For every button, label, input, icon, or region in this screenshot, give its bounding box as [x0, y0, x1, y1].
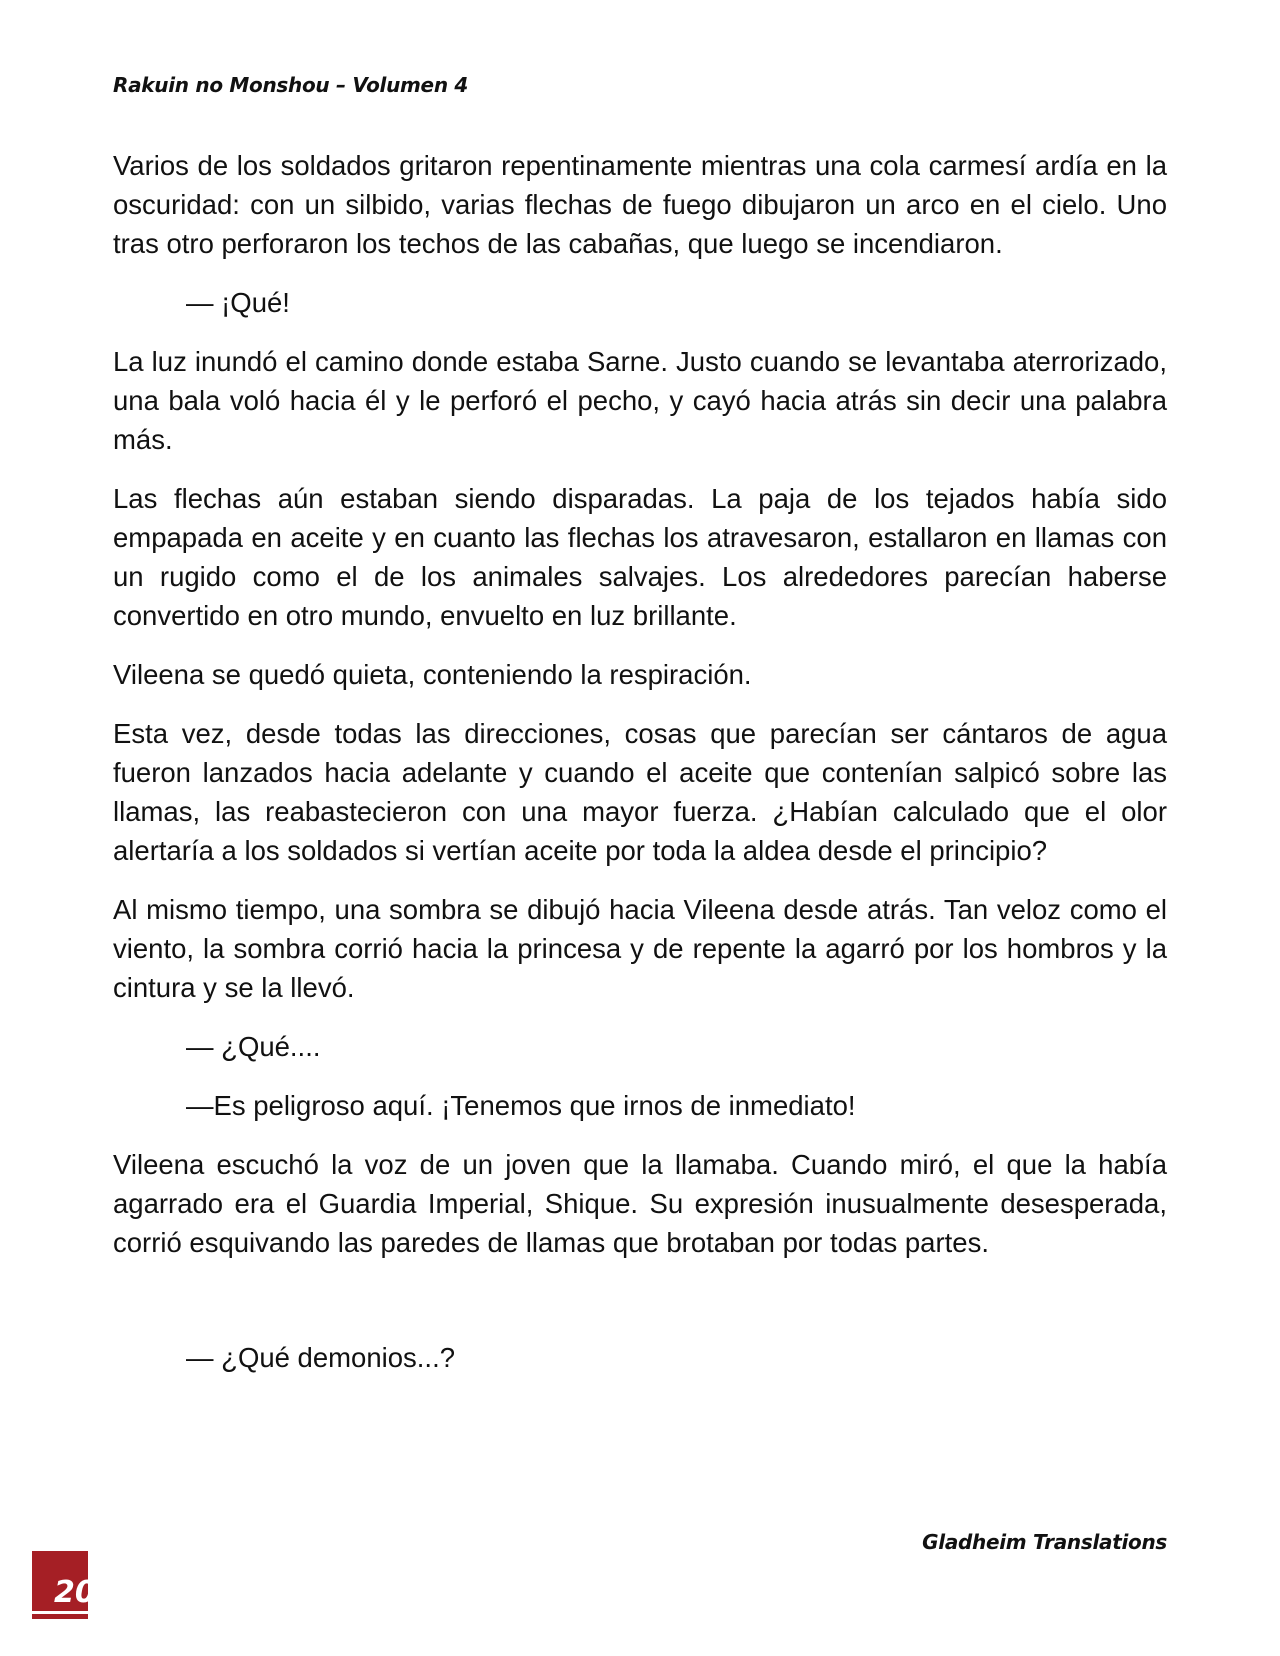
- paragraph-5: Esta vez, desde todas las direcciones, cosas que parecían ser cántaros de agua fueron lanzados hacia adelante y cuando el aceite que contenían salpicó sobre las llamas, las reabastecieron con una mayor fuerza. ¿Habían calculado que el olor alertaría a los soldados si vertían aceite por toda la aldea desde el principio?: [113, 718, 1167, 866]
- paragraph-3: Las flechas aún estaban siendo disparadas. La paja de los tejados había sido empapada en aceite y en cuanto las flechas los atravesaron, estallaron en llamas con un rugido como el de los animales salvajes. Los alrededores parecían haberse convertido en otro mundo, envuelto en luz brillante.: [113, 483, 1167, 631]
- paragraph-1: Varios de los soldados gritaron repentinamente mientras una cola carmesí ardía en la oscuridad: con un silbido, varias flechas de fuego dibujaron un arco en el cielo. Uno tras otro perforaron los techos de las cabañas, que luego se incendiaron.: [113, 150, 1167, 259]
- page-body: [113, 146, 1167, 1397]
- dialogue-4: — ¿Qué demonios...?: [186, 1342, 456, 1373]
- running-header: Rakuin no Monshou – Volumen 4: [113, 73, 469, 97]
- paragraph-7: Vileena escuchó la voz de un joven que la llamaba. Cuando miró, el que la había agarrado era el Guardia Imperial, Shique. Su expresión inusualmente desesperada, corrió esquivando las paredes de llamas que brotaban por todas partes.: [113, 1149, 1167, 1258]
- dialogue-2: — ¿Qué....: [186, 1031, 321, 1062]
- paragraph-6: Al mismo tiempo, una sombra se dibujó hacia Vileena desde atrás. Tan veloz como el viento, la sombra corrió hacia la princesa y de repente la agarró por los hombros y la cintura y se la llevó.: [113, 894, 1167, 1003]
- translator-credit: Gladheim Translations: [922, 1530, 1167, 1554]
- page-number-underline: [32, 1611, 88, 1614]
- page-number-badge: [32, 1551, 96, 1619]
- paragraph-2: La luz inundó el camino donde estaba Sarne. Justo cuando se levantaba aterrorizado, una bala voló hacia él y le perforó el pecho, y cayó hacia atrás sin decir una palabra más.: [113, 346, 1167, 455]
- dialogue-1: — ¡Qué!: [186, 287, 290, 318]
- page-number: 20: [54, 1575, 96, 1610]
- dialogue-3: —Es peligroso aquí. ¡Tenemos que irnos de inmediato!: [186, 1090, 856, 1121]
- paragraph-4: Vileena se quedó quieta, conteniendo la respiración.: [113, 659, 752, 690]
